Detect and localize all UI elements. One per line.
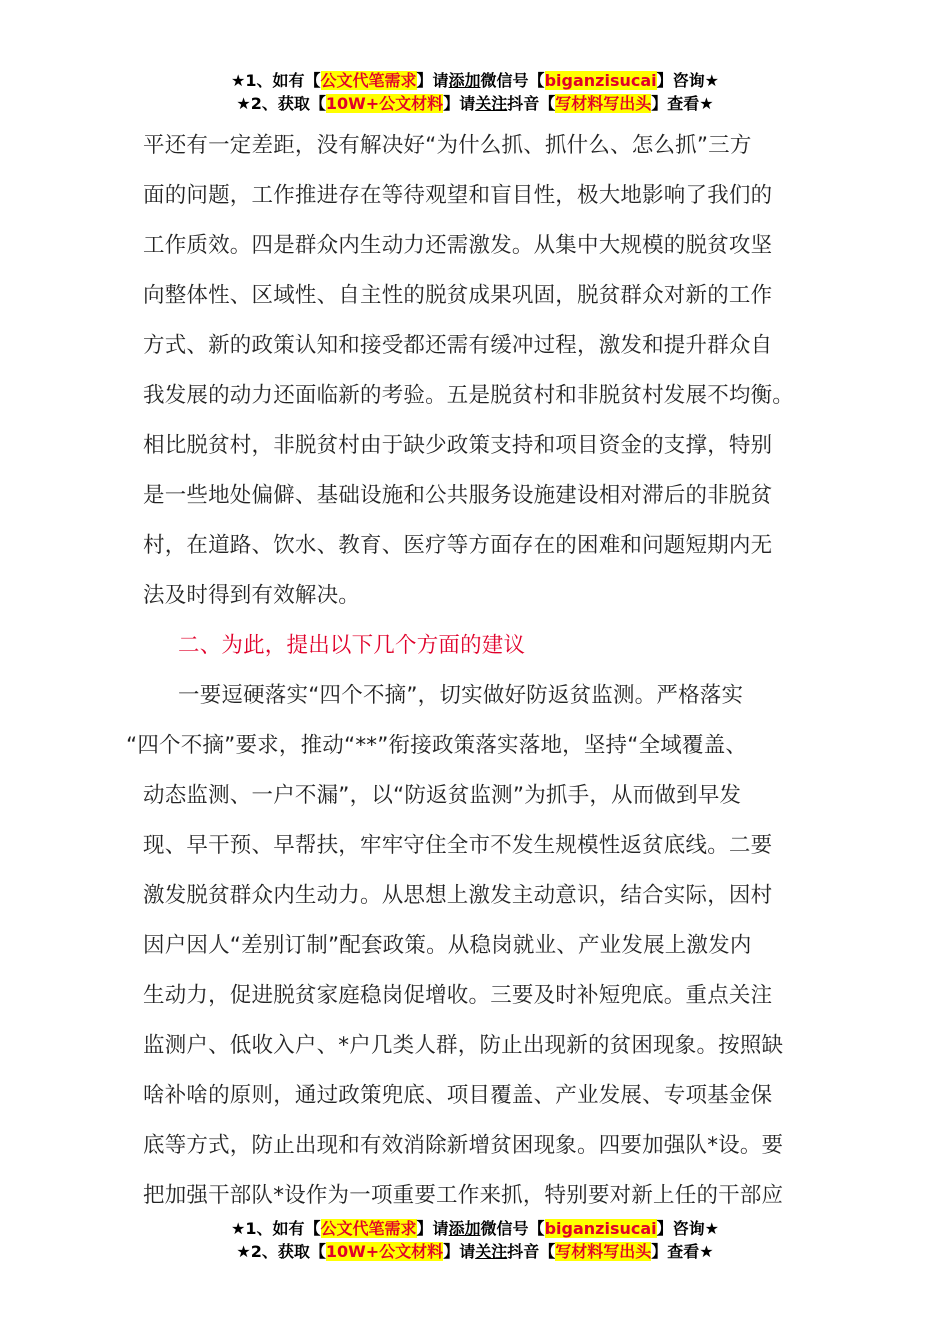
- paragraph-line: 是一些地处偏僻、基础设施和公共服务设施建设相对滞后的非脱贫: [143, 483, 773, 508]
- banner-text: 】请: [416, 1219, 449, 1238]
- paragraph-line: 相比脱贫村，非脱贫村由于缺少政策支持和项目资金的支撑，特别: [143, 433, 773, 458]
- banner-text: ★2、获取【: [236, 94, 326, 113]
- banner-text: 】请: [443, 94, 476, 113]
- paragraph-line: 生动力，促进脱贫家庭稳岗促增收。三要及时补短兜底。重点关注: [143, 983, 773, 1008]
- paragraph-line: 我发展的动力还面临新的考验。五是脱贫村和非脱贫村发展不均衡。: [143, 383, 795, 408]
- paragraph-line: 面的问题，工作推进存在等待观望和盲目性，极大地影响了我们的: [143, 183, 773, 208]
- paragraph-line: 村，在道路、饮水、教育、医疗等方面存在的困难和问题短期内无: [143, 533, 773, 558]
- banner-highlight: biganzisucai: [544, 1219, 657, 1238]
- section-heading: 二、为此，提出以下几个方面的建议: [178, 633, 526, 658]
- banner-highlight: 10W+公文材料: [325, 1242, 444, 1261]
- banner-text: ★1、如有【: [231, 71, 321, 90]
- banner-text: 】请: [443, 1242, 476, 1261]
- banner-highlight: 10W+公文材料: [325, 94, 444, 113]
- banner-underline: 添加: [448, 71, 481, 90]
- banner-underline: 关注: [475, 1242, 508, 1261]
- banner-text: 微信号【: [480, 71, 545, 90]
- banner-text: 抖音【: [507, 94, 556, 113]
- paragraph-line: 监测户、低收入户、*户几类人群，防止出现新的贫困现象。按照缺: [143, 1033, 784, 1058]
- banner-line-1: [0, 70, 950, 93]
- paragraph-line: 动态监测、一户不漏”，以“防返贫监测”为抓手，从而做到早发: [143, 783, 742, 808]
- banner-text: ★2、获取【: [236, 1242, 326, 1261]
- banner-highlight: 公文代笔需求: [320, 1219, 417, 1238]
- banner-underline: 关注: [475, 94, 508, 113]
- banner-text: 】请: [416, 71, 449, 90]
- banner-text: 】查看★: [651, 94, 714, 113]
- banner-underline: 添加: [448, 1219, 481, 1238]
- banner-text: 微信号【: [480, 1219, 545, 1238]
- banner-text: ★1、如有【: [231, 1219, 321, 1238]
- paragraph-line: 向整体性、区域性、自主性的脱贫成果巩固，脱贫群众对新的工作: [143, 283, 773, 308]
- banner-line-2: [0, 93, 950, 116]
- banner-text: 】查看★: [651, 1242, 714, 1261]
- paragraph-line: 把加强干部队*设作为一项重要工作来抓，特别要对新上任的干部应: [143, 1183, 784, 1208]
- banner-highlight: 写材料写出头: [555, 1242, 652, 1261]
- banner-highlight: 公文代笔需求: [320, 71, 417, 90]
- paragraph-line: 底等方式，防止出现和有效消除新增贫困现象。四要加强队*设。要: [143, 1133, 784, 1158]
- paragraph-line: “四个不摘”要求，推动“**”衔接政策落实落地，坚持“全域覆盖、: [126, 733, 748, 758]
- document-body: [126, 128, 823, 1228]
- footer-banner: [0, 1218, 950, 1264]
- paragraph-line: 啥补啥的原则，通过政策兜底、项目覆盖、产业发展、专项基金保: [143, 1083, 773, 1108]
- paragraph-line: 现、早干预、早帮扶，牢牢守住全市不发生规模性返贫底线。二要: [143, 833, 773, 858]
- header-banner: [0, 70, 950, 116]
- banner-highlight: 写材料写出头: [555, 94, 652, 113]
- banner-highlight: biganzisucai: [544, 71, 657, 90]
- paragraph-line: 一要逗硬落实“四个不摘”，切实做好防返贫监测。严格落实: [178, 683, 744, 708]
- paragraph-line: 因户因人“差别订制”配套政策。从稳岗就业、产业发展上激发内: [143, 933, 752, 958]
- paragraph-line: 方式、新的政策认知和接受都还需有缓冲过程，激发和提升群众自: [143, 333, 773, 358]
- banner-line-1: [0, 1218, 950, 1241]
- paragraph-line: 平还有一定差距，没有解决好“为什么抓、抓什么、怎么抓”三方: [143, 133, 752, 158]
- paragraph-line: 激发脱贫群众内生动力。从思想上激发主动意识，结合实际，因村: [143, 883, 773, 908]
- banner-line-2: [0, 1241, 950, 1264]
- banner-text: 】咨询★: [656, 1219, 719, 1238]
- banner-text: 抖音【: [507, 1242, 556, 1261]
- paragraph-line: 工作质效。四是群众内生动力还需激发。从集中大规模的脱贫攻坚: [143, 233, 773, 258]
- banner-text: 】咨询★: [656, 71, 719, 90]
- paragraph-line: 法及时得到有效解决。: [143, 583, 361, 608]
